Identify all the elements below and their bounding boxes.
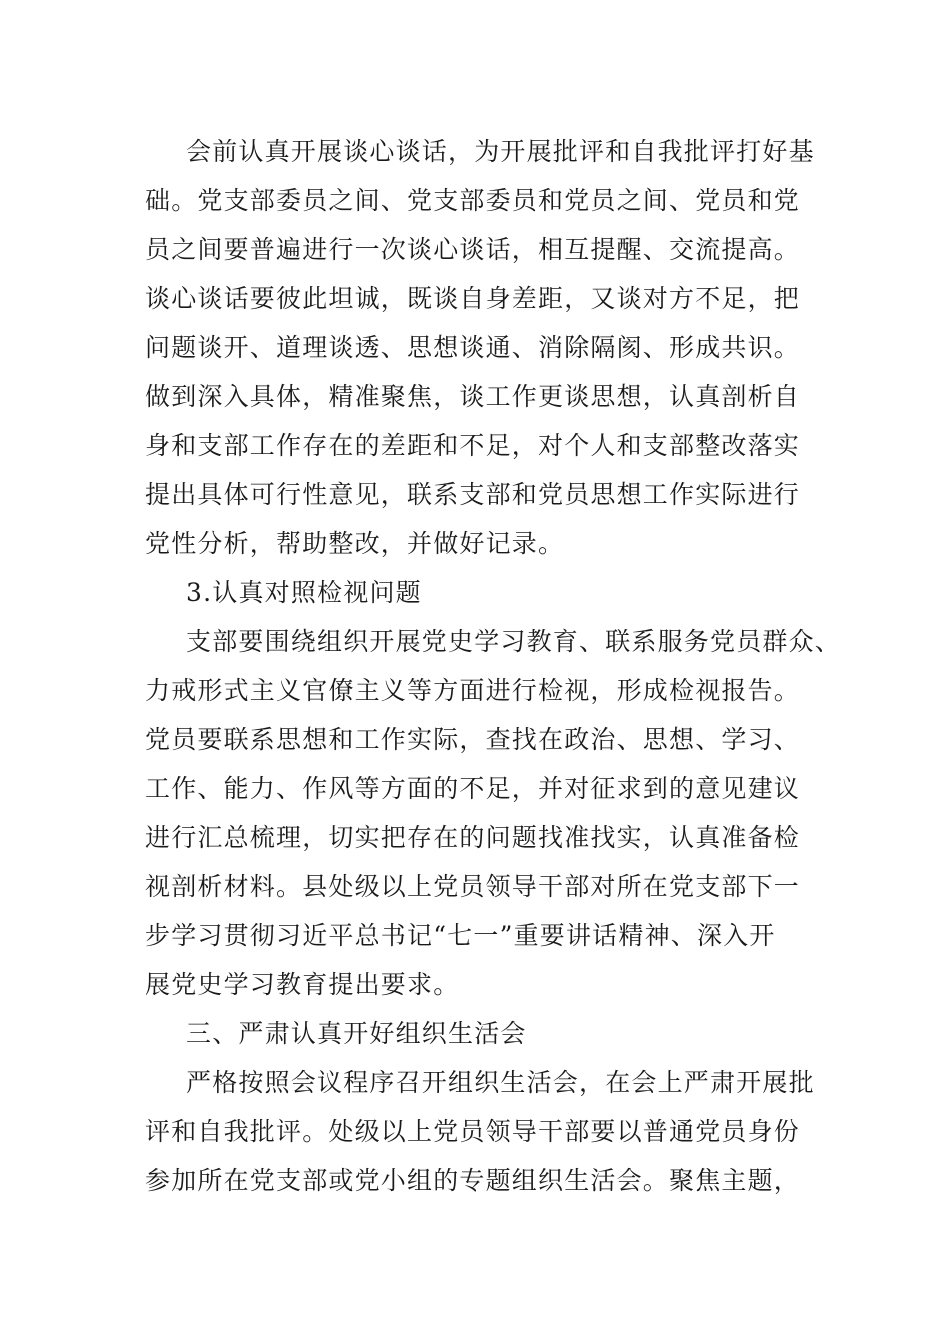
- paragraph-line: 党性分析，帮助整改，并做好记录。: [145, 529, 565, 558]
- paragraph-line: 严格按照会议程序召开组织生活会，在会上严肃开展批: [186, 1068, 815, 1097]
- paragraph-line: 提出具体可行性意见，联系支部和党员思想工作实际进行: [145, 480, 801, 509]
- section-heading: 3.认真对照检视问题: [186, 578, 422, 607]
- paragraph-line: 进行汇总梳理，切实把存在的问题找准找实，认真准备检: [145, 823, 801, 852]
- paragraph-line: 支部要围绕组织开展党史学习教育、联系服务党员群众、: [186, 627, 842, 656]
- paragraph-line: 评和自我批评。处级以上党员领导干部要以普通党员身份: [145, 1117, 801, 1146]
- paragraph-line: 员之间要普遍进行一次谈心谈话，相互提醒、交流提高。: [145, 235, 801, 264]
- paragraph-line: 会前认真开展谈心谈话，为开展批评和自我批评打好基: [186, 137, 815, 166]
- paragraph-line: 党员要联系思想和工作实际，查找在政治、思想、学习、: [145, 725, 801, 754]
- paragraph-line: 视剖析材料。县处级以上党员领导干部对所在党支部下一: [145, 872, 801, 901]
- paragraph-line: 问题谈开、道理谈透、思想谈通、消除隔阂、形成共识。: [145, 333, 801, 362]
- paragraph-line: 础。党支部委员之间、党支部委员和党员之间、党员和党: [145, 186, 801, 215]
- section-heading: 三、严肃认真开好组织生活会: [186, 1019, 527, 1048]
- paragraph-line: 做到深入具体，精准聚焦，谈工作更谈思想，认真剖析自: [145, 382, 801, 411]
- paragraph-line: 力戒形式主义官僚主义等方面进行检视，形成检视报告。: [145, 676, 801, 705]
- paragraph-line: 展党史学习教育提出要求。: [145, 970, 460, 999]
- paragraph-line: 工作、能力、作风等方面的不足，并对征求到的意见建议: [145, 774, 801, 803]
- paragraph-line: 参加所在党支部或党小组的专题组织生活会。聚焦主题，: [145, 1166, 801, 1195]
- paragraph-line: 步学习贯彻习近平总书记“七一”重要讲话精神、深入开: [145, 921, 776, 950]
- paragraph-line: 身和支部工作存在的差距和不足，对个人和支部整改落实: [145, 431, 801, 460]
- paragraph-line: 谈心谈话要彼此坦诚，既谈自身差距，又谈对方不足，把: [145, 284, 801, 313]
